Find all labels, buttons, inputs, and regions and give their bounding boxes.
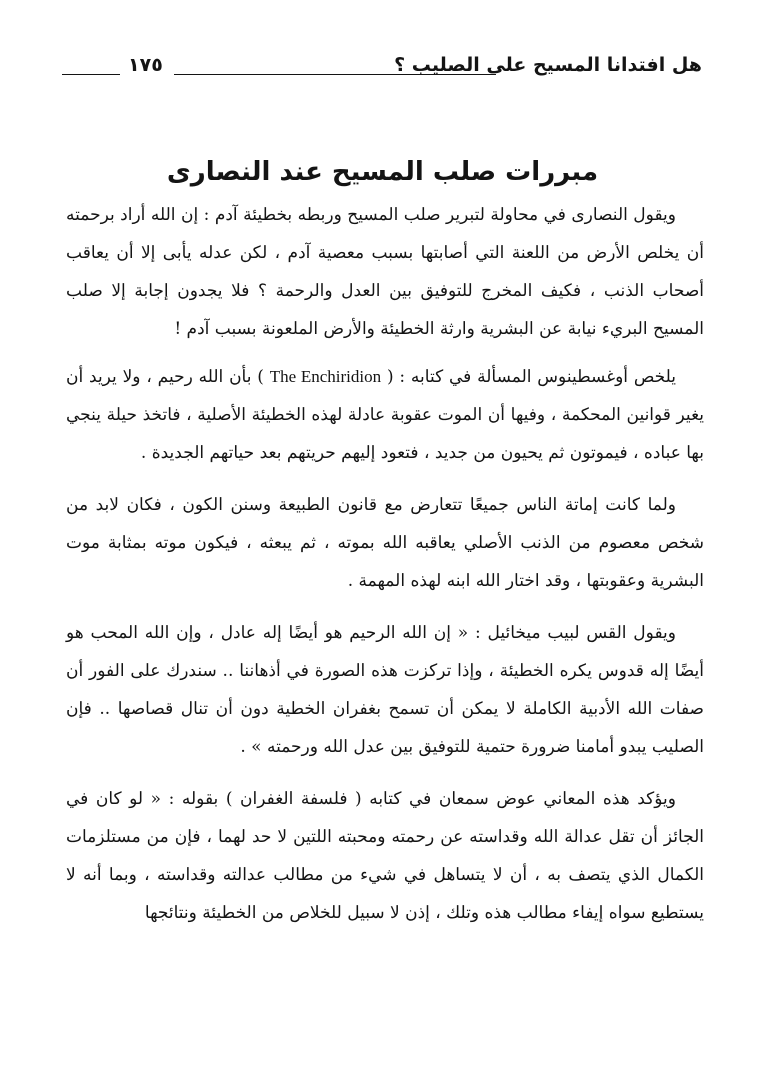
header-rule-short — [62, 74, 120, 75]
paragraph-4-quote: ويقول القس لبيب ميخائيل : « إن الله الرحيم هو أيضًا إله عادل ، وإن الله المحب هو أيضًا إله قدوس يكره الخطيئة ، وإذا تركزت هذه الصورة في أذهاننا .. سندرك على الفور أن صفات الله الأدبية الكاملة لا يمكن أن تسمح بغفران الخطية دون أن تنال قصاصها .. فإن الصليب يبدو أمامنا ضرورة حتمية للتوفيق بين عدل الله ورحمته » . — [66, 623, 704, 757]
paragraph-2 — [66, 358, 704, 472]
section-title: مبررات صلب المسيح عند النصارى — [166, 157, 599, 188]
paragraph-3: ولما كانت إماتة الناس جميعًا تتعارض مع قانون الطبيعة وسنن الكون ، فكان لابد من شخص معصوم من الذنب الأصلي يعاقبه الله بموته ، ثم يبعثه ، فيكون موته بمثابة موت البشرية وعقوبتها ، وقد اختار الله ابنه لهذه المهمة . — [66, 495, 704, 591]
running-header — [62, 52, 702, 88]
page-number: ١٧٥ — [128, 54, 163, 76]
paragraph-1: ويقول النصارى في محاولة لتبرير صلب المسيح وربطه بخطيئة آدم : إن الله أراد برحمته أن يخلص الأرض من اللعنة التي أصابتها بسبب معصية آدم ، لكن عدله يأبى إلا أن يعاقب أصحاب الذنب ، فكيف المخرج للتوفيق بين العدل والرحمة ؟ فلا يجدون إجابة إلا صلب المسيح البريء نيابة عن البشرية وارثة الخطيئة والأرض الملعونة بسبب آدم ! — [66, 205, 704, 339]
paragraph-5: ويؤكد هذه المعاني عوض سمعان في كتابه ( فلسفة الغفران ) بقوله : « لو كان في الجائز أن تقل عدالة الله وقداسته عن رحمته ومحبته اللتين لا حد لهما ، فإن من مستلزمات الكمال الذي يتصف به ، أن لا يتساهل في شيء من مطالب عدالته وقداسته ، وبما أنه لا يستطيع سواه إيفاء مطالب هذه وتلك ، إذن لا سبيل للخلاص من الخطيئة ونتائجها — [66, 789, 704, 923]
header-rule — [174, 74, 496, 75]
running-header-title: هل افتدانا المسيح على الصليب ؟ — [394, 54, 702, 76]
paragraph-2-rest: ) بأن الله رحيم ، ولا يريد أن يغير قوانين المحكمة ، وفيها أن الموت عقوبة عادلة لهذه الخطيئة الأصلية ، فاتخذ حيلة ينجي بها عباده ، فيموتون ثم يحيون من جديد ، فتعود إليهم حريتهم بعد حياتهم الجديدة . — [66, 367, 704, 463]
paragraph-2-lead: يلخص أوغسطينوس المسألة في كتابه : ( — [386, 367, 677, 387]
book-title-latin: The Enchiridion — [269, 367, 382, 386]
body-text — [66, 196, 704, 932]
